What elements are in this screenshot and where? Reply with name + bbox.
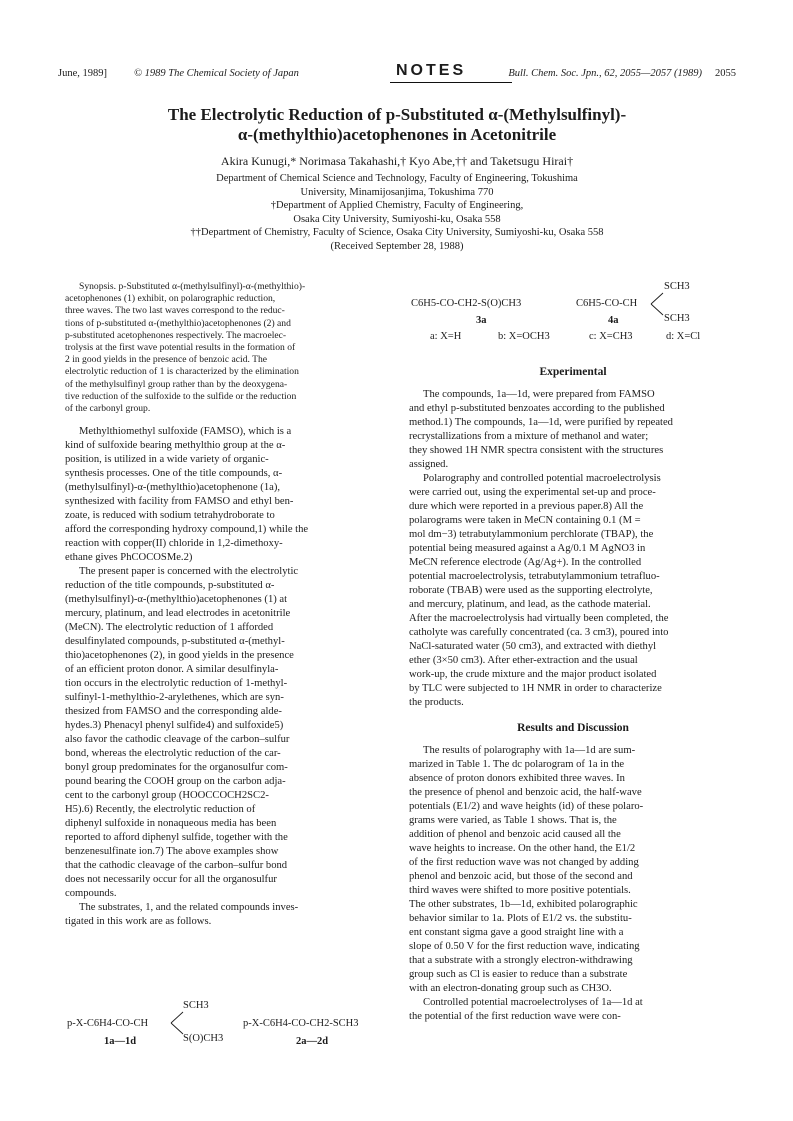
body-line: benzenesulfinate ion.7) The above examples show (65, 846, 279, 858)
header-page: 2055 (715, 68, 736, 79)
body-line: sulfinyl-1-methylthio-2-arylethenes, which are syn- (65, 692, 284, 704)
body-line: reported to afford diphenyl sulfide, together with the (65, 832, 288, 844)
body-line: group such as Cl is easier to reduce than a substrate (409, 969, 628, 980)
sch3-label: SCH3 (664, 281, 690, 292)
affiliation-line: ††Department of Chemistry, Faculty of Science, Osaka City University, Sumiyoshi-ku, Osaka 558 (190, 227, 604, 239)
bond-up (651, 293, 663, 304)
body-line: tion occurs in the electrolytic reduction of 1-methyl- (65, 678, 288, 690)
body-line: zoate, is reduced with sodium tetrahydroborate to (65, 510, 275, 522)
body-line: synthesized with facility from FAMSO and ethyl ben- (65, 496, 294, 508)
synopsis-line: trolysis at the first wave potential results in the formation of (65, 341, 296, 353)
body-line: wave heights to increase. On the other hand, the E1/2 (409, 843, 636, 854)
compound-label-3: 3a (476, 315, 487, 326)
affiliations (58, 172, 736, 254)
synopsis-line: electrolytic reduction of 1 is characterized by the elimination (65, 366, 299, 378)
substituent-d: d: X=Cl (666, 331, 701, 342)
body-line: recrystallizations from a mixture of methanol and water; (409, 431, 649, 442)
body-line: ethane gives PhCOCOSMe.2) (65, 552, 193, 564)
body-line: Methylthiomethyl sulfoxide (FAMSO), which is a (79, 426, 292, 438)
body-line: (methylsulfinyl)-α-(methylthio)acetophenones (1) at (65, 594, 288, 606)
body-line: bonyl group predominates for the organosulfur com- (65, 762, 288, 774)
body-line: potentials (E1/2) and wave heights (id) of these polaro- (409, 801, 644, 812)
body-line: does not necessarily occur for all the organosulfur (65, 874, 277, 886)
body-line: reaction with copper(II) chloride in 1,2-dimethoxy- (65, 538, 283, 550)
body-line: were carried out, using the experimental set-up and proce- (409, 487, 656, 498)
body-line: mercury, platinum, and lead electrodes in acetonitrile (65, 608, 291, 620)
body-line: The compounds, 1a—1d, were prepared from FAMSO (423, 389, 655, 400)
body-line: the presence of phenol and benzoic acid, the half-wave (409, 787, 642, 798)
body-line: H5).6) Recently, the electrolytic reduction of (65, 804, 256, 816)
body-line: position, is utilized in a wide variety of organic- (65, 454, 269, 466)
experimental-heading: Experimental (539, 366, 607, 378)
running-header (58, 64, 736, 84)
body-line: (MeCN). The electrolytic reduction of 1 afforded (65, 622, 274, 634)
body-line: with an electron-donating group such as CH3O. (409, 983, 612, 994)
sulfinyl-label: S(O)CH3 (183, 1033, 224, 1044)
body-line: addition of phenol and benzoic acid caused all the (409, 829, 621, 840)
body-line: afford the corresponding hydroxy compound,1) while the (65, 524, 309, 536)
affiliation-line: Department of Chemical Science and Technology, Faculty of Engineering, Tokushima (216, 173, 578, 184)
body-line: hydes.3) Phenacyl phenyl sulfide4) and sulfoxide5) (65, 720, 284, 732)
body-line: After the macroelectrolysis had virtually been completed, the (409, 613, 669, 624)
bond-down (171, 1023, 183, 1034)
synopsis-line: of the carbonyl group. (65, 402, 151, 414)
body-line: pound bearing the COOH group on the carbon adja- (65, 776, 286, 788)
header-date: June, 1989] (58, 68, 107, 79)
affiliation-line: University, Minamijosanjima, Tokushima 770 (300, 186, 494, 198)
body-line: the products. (409, 697, 464, 708)
right-column (409, 366, 737, 1024)
body-line: mol dm−3) tetrabutylammonium perchlorate (TBAP), the (409, 529, 654, 540)
received-date: (Received September 28, 1988) (330, 240, 464, 252)
body-line: by TLC were subjected to 1H NMR in order to characterize (409, 683, 662, 694)
synopsis (65, 281, 393, 415)
body-line: tigated in this work are as follows. (65, 916, 212, 928)
body-line: polarograms were taken in MeCN containing 0.1 (M = (409, 515, 641, 526)
body-line: bond, whereas the electrolytic reduction of the car- (65, 748, 281, 760)
body-line: and ethyl p-substituted benzoates according to the published (409, 403, 665, 414)
body-line: The substrates, 1, and the related compounds inves- (79, 902, 299, 914)
synopsis-line: tive reduction of the sulfoxide to the sulfide or the reduction (65, 390, 297, 402)
body-line: The results of polarography with 1a—1d are sum- (423, 745, 636, 756)
body-line: that a substrate with a strongly electron-withdrawing (409, 955, 633, 966)
body-line: diphenyl sulfoxide in nonaqueous media has been (65, 818, 277, 830)
body-line: ent constant sigma gave a good straight line with a (409, 927, 624, 938)
body-line: Polarography and controlled potential macroelectrolysis (423, 473, 661, 484)
body-line: dure which were reported in a previous paper.8) All the (409, 501, 644, 512)
body-line: of the first reduction wave was not changed by adding (409, 857, 639, 868)
body-line: The present paper is concerned with the electrolytic (79, 566, 299, 578)
body-line: behavior similar to 1a. Plots of E1/2 vs. the substitu- (409, 913, 632, 924)
header-journal: Bull. Chem. Soc. Jpn., 62, 2055—2057 (1989) (508, 68, 702, 79)
results-heading: Results and Discussion (517, 722, 629, 734)
body-paragraph (65, 565, 393, 901)
article-title (58, 105, 736, 145)
substituent-c: c: X=CH3 (589, 331, 633, 342)
affiliation-line: †Department of Applied Chemistry, Faculty of Engineering, (270, 200, 524, 212)
intro-paragraph (65, 425, 393, 565)
body-line: work-up, the crude mixture and the major product isolated (409, 669, 657, 680)
compound-label-2: 2a—2d (296, 1036, 329, 1047)
body-line: MeCN reference electrode (Ag/Ag+). In the controlled (409, 557, 642, 568)
body-line: roborate (TBAB) were used as the supporting electrolyte, (409, 585, 653, 596)
body-line: marized in Table 1. The dc polarogram of 1a in the (409, 759, 625, 770)
body-line: reduction of the title compounds, p-substituted α- (65, 580, 275, 592)
results-paragraph (409, 744, 737, 996)
body-line: that the cathodic cleavage of the carbon–sulfur bond (65, 860, 288, 872)
body-line: slope of 0.50 V for the first reduction wave, indicating (409, 941, 640, 952)
compound-label-1: 1a—1d (104, 1036, 137, 1047)
body-line: potential macroelectrolysis, tetrabutylammonium tetrafluo- (409, 571, 660, 582)
affiliation-line: Osaka City University, Sumiyoshi-ku, Osaka 558 (293, 213, 501, 225)
section-label: NOTES (396, 62, 467, 79)
body-line: phenol and benzoic acid, but those of the second and (409, 871, 633, 882)
body-line: compounds. (65, 888, 117, 900)
synopsis-line: three waves. The two last waves correspond to the reduc- (65, 305, 285, 317)
body-line: synthesis processes. One of the title compounds, α- (65, 468, 283, 480)
authors: Akira Kunugi,* Norimasa Takahashi,† Kyo Abe,†† and Taketsugu Hirai† (220, 154, 574, 168)
branch-bond (650, 289, 666, 319)
title-line: α-(methylthio)acetophenones in Acetonitrile (237, 125, 557, 144)
body-line: the potential of the first reduction wave were con- (409, 1011, 621, 1022)
compound-label-4: 4a (608, 315, 619, 326)
section-underline (390, 82, 512, 83)
sch3-label: SCH3 (664, 313, 690, 324)
synopsis-line: p-substituted acetophenones respectively. The macroelec- (65, 329, 287, 341)
body-line: catholyte was carefully concentrated (ca. 3 cm3), poured into (409, 627, 669, 638)
body-line: desulfinylated compounds, p-substituted α-(methyl- (65, 636, 285, 648)
body-line: Controlled potential macroelectrolyses of 1a—1d at (423, 997, 643, 1008)
substituent-a: a: X=H (430, 331, 462, 342)
header-copyright: © 1989 The Chemical Society of Japan (134, 68, 299, 79)
body-line: ether (3×50 cm3). After ether-extraction and the usual (409, 655, 638, 666)
formula-2: p-X-C6H4-CO-CH2-SCH3 (243, 1018, 359, 1029)
body-line: NaCl-saturated water (50 cm3), and extracted with diethyl (409, 641, 657, 652)
substituent-b: b: X=OCH3 (498, 331, 550, 342)
body-line: absence of proton donors exhibited three waves. In (409, 773, 625, 784)
body-line: assigned. (409, 459, 449, 470)
body-line: third waves were shifted to more positive potentials. (409, 885, 631, 896)
body-line: (methylsulfinyl)-α-(methylthio)acetophenone (1a), (65, 482, 280, 494)
title-line: The Electrolytic Reduction of p-Substituted α-(Methylsulfinyl)- (167, 105, 627, 124)
experimental-paragraph (409, 388, 737, 472)
body-line: also favor the cathodic cleavage of the carbon–sulfur (65, 734, 290, 746)
branch-bond (170, 1008, 186, 1038)
body-line: they showed 1H NMR spectra consistent with the structures (409, 445, 664, 456)
results-paragraph (409, 996, 737, 1024)
body-line: grams were varied, as Table 1 shows. That is, the (409, 815, 617, 826)
body-line: of an efficient proton donor. A similar desulfinyla- (65, 664, 279, 676)
synopsis-line: 2 in good yields in the presence of benzoic acid. The (65, 354, 268, 366)
body-line: cent to the carbonyl group (HOOCCOCH2SC2- (65, 790, 269, 802)
synopsis-line: tions of p-substituted α-(methylthio)acetophenones (2) and (65, 317, 291, 329)
synopsis-line: acetophenones (1) exhibit, on polarographic reduction, (65, 293, 276, 305)
left-column (65, 281, 393, 929)
body-line: thio)acetophenones (2), in good yields in the presence (65, 650, 294, 662)
formula-1: p-X-C6H4-CO-CH (67, 1018, 149, 1029)
synopsis-line: of the methylsulfinyl group rather than by the deoxygena- (65, 378, 288, 390)
body-paragraph (65, 901, 393, 929)
formula-3: C6H5-CO-CH2-S(O)CH3 (411, 298, 522, 309)
body-line: The other substrates, 1b—1d, exhibited polarographic (409, 899, 638, 910)
body-line: and mercury, platinum, and lead, as the cathode material. (409, 599, 651, 610)
bond-up (171, 1012, 183, 1023)
body-line: thesized from FAMSO and the corresponding alde- (65, 706, 282, 718)
synopsis-line: Synopsis. p-Substituted α-(methylsulfinyl)-α-(methylthio)- (79, 281, 306, 292)
body-line: potential being measured against a Ag/0.1 M AgNO3 in (409, 543, 646, 554)
sch3-label: SCH3 (183, 1000, 209, 1011)
bond-down (651, 304, 663, 315)
experimental-paragraph (409, 472, 737, 710)
body-line: kind of sulfoxide bearing methylthio group at the α- (65, 440, 286, 452)
formula-4: C6H5-CO-CH (576, 298, 638, 309)
body-line: method.1) The compounds, 1a—1d, were purified by repeated (409, 417, 673, 428)
